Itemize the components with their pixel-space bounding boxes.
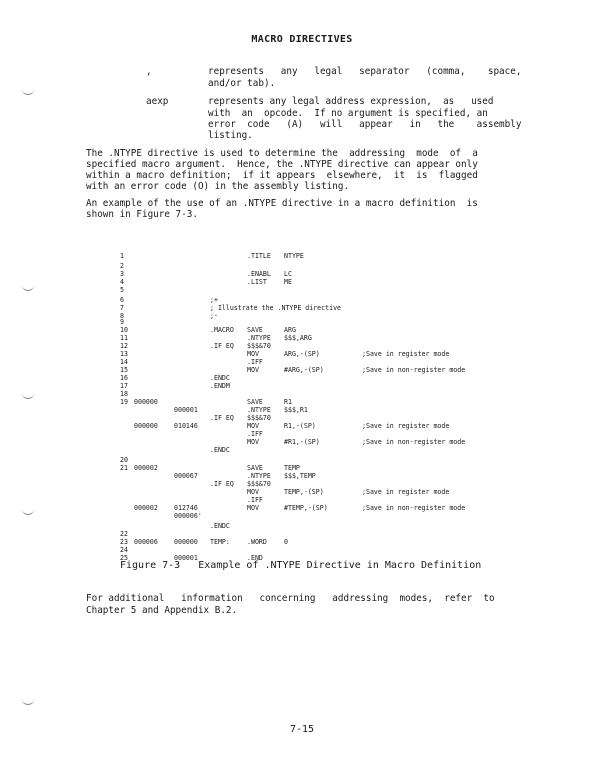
listing-cmt: ;Save in non-register mode bbox=[362, 504, 466, 512]
listing-op: .IFF bbox=[247, 496, 263, 504]
listing-op: $$$&70 bbox=[247, 342, 271, 350]
listing-code: 000001 bbox=[174, 554, 198, 562]
listing-label: .ENDC bbox=[210, 522, 230, 530]
paragraph-line: specified macro argument. Hence, the .NTYPE directive can appear only bbox=[86, 159, 478, 170]
listing-arg: $$$,ARG bbox=[284, 334, 312, 342]
listing-ln: 3 bbox=[120, 270, 124, 278]
def-term-separator: , bbox=[146, 66, 152, 77]
listing-ln: 8 bbox=[120, 312, 124, 320]
listing-op: MOV bbox=[247, 488, 259, 496]
listing-arg: LC bbox=[284, 270, 292, 278]
listing-ln: 24 bbox=[120, 546, 128, 554]
listing-arg: TEMP bbox=[284, 464, 300, 472]
listing-ln: 10 bbox=[120, 326, 128, 334]
listing-arg: ARG,-(SP) bbox=[284, 350, 320, 358]
listing-arg: R1,-(SP) bbox=[284, 422, 316, 430]
paragraph-line: For additional information concerning addressing modes, refer to bbox=[86, 593, 495, 604]
listing-arg: #ARG,-(SP) bbox=[284, 366, 324, 374]
listing-ln: 20 bbox=[120, 456, 128, 464]
listing-cmt: ;Save in non-register mode bbox=[362, 366, 466, 374]
listing-label: .ENDC bbox=[210, 446, 230, 454]
listing-op: $$$&70 bbox=[247, 414, 271, 422]
listing-op: .WORD bbox=[247, 538, 267, 546]
def-desc-line: listing. bbox=[208, 130, 253, 141]
listing-loc: 000000 bbox=[134, 422, 158, 430]
listing-arg: #R1,-(SP) bbox=[284, 438, 320, 446]
listing-ln: 4 bbox=[120, 278, 124, 286]
listing-cmt: ;Save in register mode bbox=[362, 422, 450, 430]
listing-cmt: ;Save in register mode bbox=[362, 350, 450, 358]
listing-arg: ME bbox=[284, 278, 292, 286]
listing-ln: 16 bbox=[120, 374, 128, 382]
listing-code: 000067 bbox=[174, 472, 198, 480]
paragraph-line: shown in Figure 7-3. bbox=[86, 209, 198, 220]
listing-loc: 000002 bbox=[134, 464, 158, 472]
listing-op: MOV bbox=[247, 366, 259, 374]
listing-ln: 18 bbox=[120, 390, 128, 398]
listing-cmt: ;Save in non-register mode bbox=[362, 438, 466, 446]
listing-label: .IF EQ bbox=[210, 414, 234, 422]
listing-label: .ENDM bbox=[210, 382, 230, 390]
listing-op: SAVE bbox=[247, 464, 263, 472]
listing-op: .END bbox=[247, 554, 263, 562]
listing-op: MOV bbox=[247, 438, 259, 446]
listing-label: ;+ bbox=[210, 296, 218, 304]
listing-op: SAVE bbox=[247, 326, 263, 334]
margin-mark bbox=[22, 506, 34, 515]
listing-op: .ENABL bbox=[247, 270, 271, 278]
listing-op: MOV bbox=[247, 422, 259, 430]
listing-label: .IF EQ bbox=[210, 342, 234, 350]
listing-ln: 6 bbox=[120, 296, 124, 304]
margin-mark bbox=[22, 282, 34, 291]
listing-ln: 7 bbox=[120, 304, 124, 312]
listing-arg: $$$,TEMP bbox=[284, 472, 316, 480]
listing-op: MOV bbox=[247, 350, 259, 358]
listing-code: 000001 bbox=[174, 406, 198, 414]
listing-op: .NTYPE bbox=[247, 334, 271, 342]
page-number: 7-15 bbox=[289, 724, 315, 735]
paragraph-line: with an error code (O) in the assembly listing. bbox=[86, 181, 350, 192]
listing-ln: 9 bbox=[120, 318, 124, 326]
def-desc-line: represents any legal address expression, as used bbox=[208, 96, 494, 107]
listing-ln: 13 bbox=[120, 350, 128, 358]
paragraph-line: The .NTYPE directive is used to determine the addressing mode of a bbox=[86, 148, 478, 159]
listing-ln: 5 bbox=[120, 286, 124, 294]
def-desc-line: with an opcode. If no argument is specified, an bbox=[208, 108, 488, 119]
listing-op: MOV bbox=[247, 504, 259, 512]
listing-ln: 22 bbox=[120, 530, 128, 538]
listing-op: .TITLE bbox=[247, 252, 271, 260]
listing-code: 000000 bbox=[174, 538, 198, 546]
listing-arg: ARG bbox=[284, 326, 296, 334]
def-desc-line: represents any legal separator (comma, space, bbox=[208, 66, 522, 77]
listing-ln: 11 bbox=[120, 334, 128, 342]
listing-cmt: ;Save in register mode bbox=[362, 488, 450, 496]
def-desc-line: and/or tab). bbox=[208, 78, 276, 89]
listing-ln: 17 bbox=[120, 382, 128, 390]
listing-arg: $$$,R1 bbox=[284, 406, 308, 414]
listing-op: .IFF bbox=[247, 358, 263, 366]
margin-mark bbox=[22, 696, 34, 705]
listing-label: TEMP: bbox=[210, 538, 230, 546]
listing-loc: 000002 bbox=[134, 504, 158, 512]
def-term-aexp: aexp bbox=[146, 96, 169, 107]
listing-label: .ENDC bbox=[210, 374, 230, 382]
listing-ln: 21 bbox=[120, 464, 128, 472]
listing-ln: 1 bbox=[120, 252, 124, 260]
paragraph-line: An example of the use of an .NTYPE directive in a macro definition is bbox=[86, 198, 478, 209]
listing-op: .NTYPE bbox=[247, 406, 271, 414]
listing-ln: 14 bbox=[120, 358, 128, 366]
figure-caption: Figure 7-3 Example of .NTYPE Directive in Macro Definition bbox=[120, 560, 482, 571]
listing-code: 012746 bbox=[174, 504, 198, 512]
page-header: MACRO DIRECTIVES bbox=[251, 34, 353, 45]
listing-loc: 000000 bbox=[134, 398, 158, 406]
margin-mark bbox=[22, 390, 34, 399]
listing-loc: 000006 bbox=[134, 538, 158, 546]
listing-op: .IFF bbox=[247, 430, 263, 438]
paragraph-line: Chapter 5 and Appendix B.2. bbox=[86, 605, 238, 616]
listing-label: ;- bbox=[210, 312, 218, 320]
listing-arg: NTYPE bbox=[284, 252, 304, 260]
listing-op: SAVE bbox=[247, 398, 263, 406]
listing-code: 000006' bbox=[174, 512, 202, 520]
listing-label: .IF EQ bbox=[210, 480, 234, 488]
listing-ln: 19 bbox=[120, 398, 128, 406]
listing-arg: 0 bbox=[284, 538, 288, 546]
listing-ln: 2 bbox=[120, 262, 124, 270]
listing-label: .MACRO bbox=[210, 326, 234, 334]
listing-ln: 12 bbox=[120, 342, 128, 350]
listing-arg: R1 bbox=[284, 398, 292, 406]
paragraph-line: within a macro definition; if it appears elsewhere, it is flagged bbox=[86, 170, 478, 181]
margin-mark bbox=[22, 86, 34, 95]
listing-op: .NTYPE bbox=[247, 472, 271, 480]
listing-ln: 23 bbox=[120, 538, 128, 546]
listing-ln: 25 bbox=[120, 554, 128, 562]
listing-op: $$$&70 bbox=[247, 480, 271, 488]
listing-ln: 15 bbox=[120, 366, 128, 374]
listing-arg: #TEMP,-(SP) bbox=[284, 504, 328, 512]
listing-label: ; Illustrate the .NTYPE directive bbox=[210, 304, 342, 312]
def-desc-line: error code (A) will appear in the assembly bbox=[208, 119, 522, 130]
listing-code: 010146 bbox=[174, 422, 198, 430]
listing-arg: TEMP,-(SP) bbox=[284, 488, 324, 496]
listing-op: .LIST bbox=[247, 278, 267, 286]
